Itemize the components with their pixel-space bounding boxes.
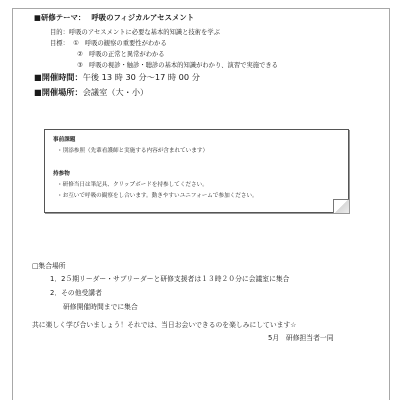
goal-number: ①	[73, 40, 79, 47]
prep-title: 事前課題	[53, 137, 76, 143]
signature: 5月 研修担当者一同	[268, 334, 334, 342]
goal-text: 呼吸の観察の重要性がわかる	[84, 40, 167, 47]
purpose-text: 呼吸のアセスメントに必要な基本的知識と技術を学ぶ	[68, 29, 220, 36]
schedule-value: 午後 13 時 30 分～17 時 00 分	[82, 72, 200, 82]
venue-label: ■開催場所：	[34, 87, 83, 97]
gathering-title: □集合場所	[32, 262, 66, 270]
goal-row-2	[73, 51, 165, 59]
purpose-row	[50, 29, 220, 37]
bring-title: 持参物	[53, 171, 70, 177]
goals-label: 目標：	[50, 40, 69, 47]
page-curl	[333, 199, 349, 213]
prep-item: ・別添参照（先輩看護師と実施する内容が含まれています）	[57, 148, 209, 154]
venue-value: 会議室（大・小）	[82, 87, 149, 97]
bring-item-2: ・お互いで呼吸の観察をし合います。動きやすいユニフォームで参加ください。	[57, 193, 258, 199]
closing-message: 共に楽しく学び合いましょう！それでは、当日お会いできるのを楽しみにしています☆	[32, 321, 297, 329]
purpose-label: 目的：	[50, 29, 69, 36]
schedule-label: ■開催時間：	[34, 72, 83, 82]
gathering-sub-item: 研修開催時間までに集合	[63, 303, 138, 311]
goal-number: ③	[77, 62, 83, 69]
goal-number: ②	[77, 51, 83, 58]
goal-row-1	[50, 40, 167, 48]
venue-row	[34, 88, 148, 98]
goal-text: 呼吸の視診・触診・聴診の基本的知識がわかり、演習で実施できる	[89, 62, 278, 69]
theme-title: 呼吸のフィジカルアセスメント	[91, 13, 195, 22]
goal-row-3	[73, 62, 278, 70]
bring-item-1: ・研修当日は筆記具、クリップボードを持参してください。	[57, 182, 208, 188]
goal-text: 呼吸の正常と異常がわかる	[89, 51, 165, 58]
schedule-row	[34, 73, 200, 83]
theme-heading	[34, 14, 194, 23]
theme-label: ■研修テーマ：	[34, 13, 86, 22]
note-box	[44, 129, 349, 213]
gathering-item-2: 2．その他受講者	[50, 289, 102, 297]
gathering-item-1: 1．2５期リーダー・サブリーダーと研修支援者は１３時２０分に会議室に集合	[50, 275, 290, 283]
